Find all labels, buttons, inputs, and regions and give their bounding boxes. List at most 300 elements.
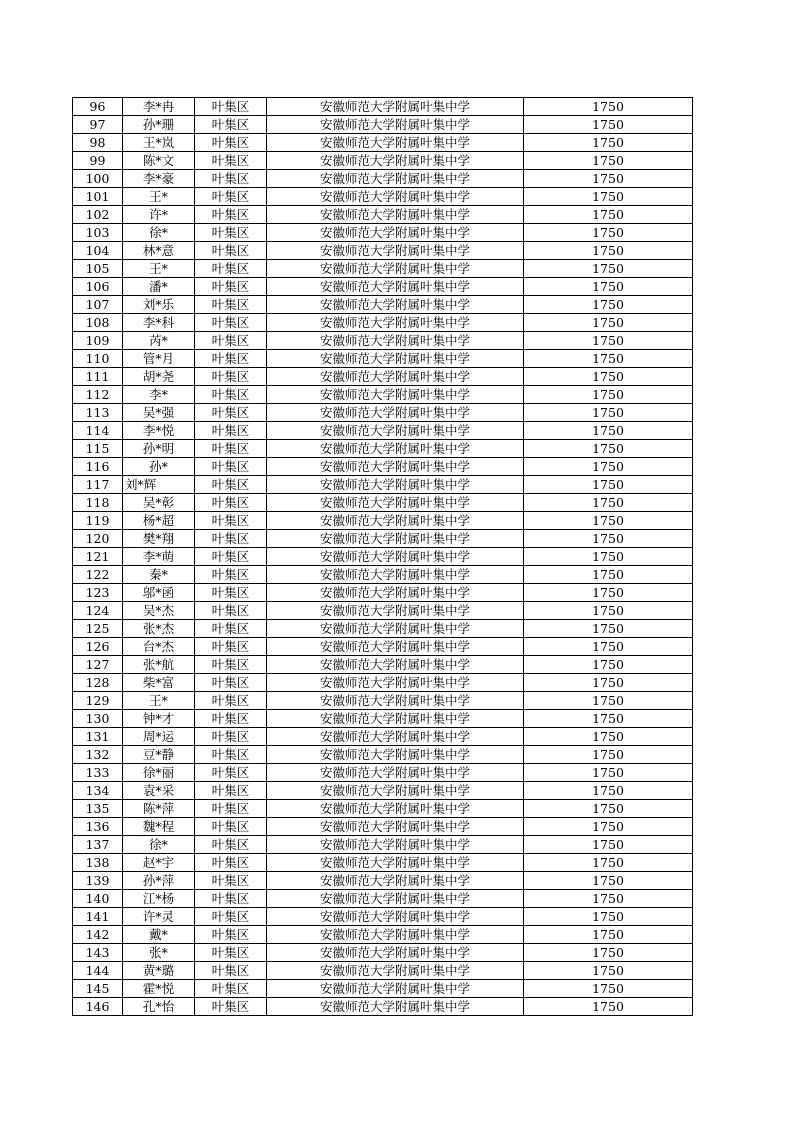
school-cell: 安徽师范大学附属叶集中学 <box>267 530 524 548</box>
table-row <box>73 548 693 566</box>
score-cell: 1750 <box>524 404 693 422</box>
table-row <box>73 584 693 602</box>
score-cell: 1750 <box>524 170 693 188</box>
student-name-cell: 王* <box>123 692 195 710</box>
school-cell: 安徽师范大学附属叶集中学 <box>267 602 524 620</box>
student-name-cell: 徐* <box>123 836 195 854</box>
row-number-cell: 130 <box>73 710 123 728</box>
student-name-cell: 张*杰 <box>123 620 195 638</box>
district-cell: 叶集区 <box>195 350 267 368</box>
table-row <box>73 224 693 242</box>
score-cell: 1750 <box>524 872 693 890</box>
row-number-cell: 108 <box>73 314 123 332</box>
student-name-cell: 戴* <box>123 926 195 944</box>
table-row <box>73 818 693 836</box>
student-name-cell: 邬*函 <box>123 584 195 602</box>
district-cell: 叶集区 <box>195 458 267 476</box>
row-number-cell: 128 <box>73 674 123 692</box>
school-cell: 安徽师范大学附属叶集中学 <box>267 998 524 1016</box>
row-number-cell: 106 <box>73 278 123 296</box>
score-cell: 1750 <box>524 548 693 566</box>
district-cell: 叶集区 <box>195 404 267 422</box>
table-row <box>73 998 693 1016</box>
row-number-cell: 146 <box>73 998 123 1016</box>
school-cell: 安徽师范大学附属叶集中学 <box>267 962 524 980</box>
row-number-cell: 107 <box>73 296 123 314</box>
district-cell: 叶集区 <box>195 422 267 440</box>
row-number-cell: 104 <box>73 242 123 260</box>
student-name-cell: 许*灵 <box>123 908 195 926</box>
student-name-cell: 张* <box>123 944 195 962</box>
school-cell: 安徽师范大学附属叶集中学 <box>267 350 524 368</box>
student-name-cell: 周*运 <box>123 728 195 746</box>
score-cell: 1750 <box>524 854 693 872</box>
score-cell: 1750 <box>524 314 693 332</box>
district-cell: 叶集区 <box>195 638 267 656</box>
school-cell: 安徽师范大学附属叶集中学 <box>267 278 524 296</box>
row-number-cell: 118 <box>73 494 123 512</box>
school-cell: 安徽师范大学附属叶集中学 <box>267 548 524 566</box>
score-cell: 1750 <box>524 818 693 836</box>
student-name-cell: 柴*富 <box>123 674 195 692</box>
school-cell: 安徽师范大学附属叶集中学 <box>267 116 524 134</box>
row-number-cell: 97 <box>73 116 123 134</box>
row-number-cell: 105 <box>73 260 123 278</box>
score-cell: 1750 <box>524 890 693 908</box>
score-cell: 1750 <box>524 242 693 260</box>
district-cell: 叶集区 <box>195 440 267 458</box>
district-cell: 叶集区 <box>195 170 267 188</box>
student-name-cell: 王* <box>123 260 195 278</box>
score-cell: 1750 <box>524 494 693 512</box>
table-row <box>73 170 693 188</box>
student-name-cell: 樊*翔 <box>123 530 195 548</box>
school-cell: 安徽师范大学附属叶集中学 <box>267 512 524 530</box>
student-name-cell: 李*冉 <box>123 98 195 116</box>
table-row <box>73 980 693 998</box>
school-cell: 安徽师范大学附属叶集中学 <box>267 674 524 692</box>
district-cell: 叶集区 <box>195 962 267 980</box>
score-cell: 1750 <box>524 926 693 944</box>
score-cell: 1750 <box>524 260 693 278</box>
row-number-cell: 123 <box>73 584 123 602</box>
score-cell: 1750 <box>524 944 693 962</box>
student-name-cell: 王* <box>123 188 195 206</box>
row-number-cell: 132 <box>73 746 123 764</box>
score-cell: 1750 <box>524 188 693 206</box>
school-cell: 安徽师范大学附属叶集中学 <box>267 260 524 278</box>
table-row <box>73 800 693 818</box>
student-name-cell: 芮* <box>123 332 195 350</box>
table-row <box>73 872 693 890</box>
student-score-table <box>72 97 693 1016</box>
row-number-cell: 129 <box>73 692 123 710</box>
row-number-cell: 127 <box>73 656 123 674</box>
school-cell: 安徽师范大学附属叶集中学 <box>267 476 524 494</box>
row-number-cell: 117 <box>73 476 123 494</box>
district-cell: 叶集区 <box>195 872 267 890</box>
district-cell: 叶集区 <box>195 332 267 350</box>
row-number-cell: 120 <box>73 530 123 548</box>
school-cell: 安徽师范大学附属叶集中学 <box>267 656 524 674</box>
row-number-cell: 139 <box>73 872 123 890</box>
score-cell: 1750 <box>524 224 693 242</box>
table-row <box>73 458 693 476</box>
table-row <box>73 314 693 332</box>
school-cell: 安徽师范大学附属叶集中学 <box>267 782 524 800</box>
table-row <box>73 944 693 962</box>
row-number-cell: 101 <box>73 188 123 206</box>
student-name-cell: 陈*文 <box>123 152 195 170</box>
score-cell: 1750 <box>524 368 693 386</box>
school-cell: 安徽师范大学附属叶集中学 <box>267 206 524 224</box>
school-cell: 安徽师范大学附属叶集中学 <box>267 746 524 764</box>
row-number-cell: 131 <box>73 728 123 746</box>
school-cell: 安徽师范大学附属叶集中学 <box>267 170 524 188</box>
district-cell: 叶集区 <box>195 116 267 134</box>
district-cell: 叶集区 <box>195 188 267 206</box>
table-row <box>73 836 693 854</box>
row-number-cell: 113 <box>73 404 123 422</box>
table-row <box>73 296 693 314</box>
school-cell: 安徽师范大学附属叶集中学 <box>267 296 524 314</box>
row-number-cell: 136 <box>73 818 123 836</box>
student-name-cell: 孙* <box>123 458 195 476</box>
score-cell: 1750 <box>524 638 693 656</box>
student-name-cell: 魏*程 <box>123 818 195 836</box>
score-cell: 1750 <box>524 116 693 134</box>
score-cell: 1750 <box>524 908 693 926</box>
table-row <box>73 332 693 350</box>
table-row <box>73 512 693 530</box>
student-name-cell: 吴*彰 <box>123 494 195 512</box>
table-row <box>73 782 693 800</box>
student-name-cell: 孙*萍 <box>123 872 195 890</box>
table-row <box>73 638 693 656</box>
student-name-cell: 李*科 <box>123 314 195 332</box>
district-cell: 叶集区 <box>195 908 267 926</box>
student-name-cell: 霍*悦 <box>123 980 195 998</box>
student-name-cell: 李*萌 <box>123 548 195 566</box>
district-cell: 叶集区 <box>195 242 267 260</box>
district-cell: 叶集区 <box>195 314 267 332</box>
student-name-cell: 刘*乐 <box>123 296 195 314</box>
school-cell: 安徽师范大学附属叶集中学 <box>267 692 524 710</box>
district-cell: 叶集区 <box>195 674 267 692</box>
score-cell: 1750 <box>524 134 693 152</box>
score-cell: 1750 <box>524 386 693 404</box>
student-name-cell: 钟*才 <box>123 710 195 728</box>
row-number-cell: 98 <box>73 134 123 152</box>
row-number-cell: 141 <box>73 908 123 926</box>
district-cell: 叶集区 <box>195 656 267 674</box>
school-cell: 安徽师范大学附属叶集中学 <box>267 584 524 602</box>
table-row <box>73 620 693 638</box>
school-cell: 安徽师范大学附属叶集中学 <box>267 908 524 926</box>
table-row <box>73 494 693 512</box>
district-cell: 叶集区 <box>195 602 267 620</box>
student-name-cell: 陈*萍 <box>123 800 195 818</box>
school-cell: 安徽师范大学附属叶集中学 <box>267 620 524 638</box>
score-cell: 1750 <box>524 674 693 692</box>
school-cell: 安徽师范大学附属叶集中学 <box>267 854 524 872</box>
score-cell: 1750 <box>524 206 693 224</box>
table-row <box>73 242 693 260</box>
school-cell: 安徽师范大学附属叶集中学 <box>267 332 524 350</box>
student-name-cell: 张*航 <box>123 656 195 674</box>
school-cell: 安徽师范大学附属叶集中学 <box>267 872 524 890</box>
school-cell: 安徽师范大学附属叶集中学 <box>267 440 524 458</box>
school-cell: 安徽师范大学附属叶集中学 <box>267 836 524 854</box>
school-cell: 安徽师范大学附属叶集中学 <box>267 314 524 332</box>
school-cell: 安徽师范大学附属叶集中学 <box>267 224 524 242</box>
school-cell: 安徽师范大学附属叶集中学 <box>267 728 524 746</box>
district-cell: 叶集区 <box>195 386 267 404</box>
score-cell: 1750 <box>524 332 693 350</box>
score-cell: 1750 <box>524 836 693 854</box>
district-cell: 叶集区 <box>195 890 267 908</box>
district-cell: 叶集区 <box>195 800 267 818</box>
student-name-cell: 刘*辉 <box>123 476 195 494</box>
district-cell: 叶集区 <box>195 530 267 548</box>
school-cell: 安徽师范大学附属叶集中学 <box>267 368 524 386</box>
student-name-cell: 赵*宇 <box>123 854 195 872</box>
school-cell: 安徽师范大学附属叶集中学 <box>267 980 524 998</box>
student-name-cell: 黄*璐 <box>123 962 195 980</box>
district-cell: 叶集区 <box>195 260 267 278</box>
school-cell: 安徽师范大学附属叶集中学 <box>267 494 524 512</box>
student-name-cell: 台*杰 <box>123 638 195 656</box>
table-row <box>73 98 693 116</box>
score-cell: 1750 <box>524 98 693 116</box>
table-row <box>73 710 693 728</box>
score-cell: 1750 <box>524 692 693 710</box>
score-cell: 1750 <box>524 566 693 584</box>
district-cell: 叶集区 <box>195 818 267 836</box>
score-cell: 1750 <box>524 602 693 620</box>
row-number-cell: 109 <box>73 332 123 350</box>
district-cell: 叶集区 <box>195 692 267 710</box>
district-cell: 叶集区 <box>195 998 267 1016</box>
row-number-cell: 100 <box>73 170 123 188</box>
score-cell: 1750 <box>524 962 693 980</box>
district-cell: 叶集区 <box>195 512 267 530</box>
table-row <box>73 728 693 746</box>
table-row <box>73 674 693 692</box>
row-number-cell: 145 <box>73 980 123 998</box>
table-row <box>73 854 693 872</box>
row-number-cell: 125 <box>73 620 123 638</box>
student-name-cell: 胡*尧 <box>123 368 195 386</box>
school-cell: 安徽师范大学附属叶集中学 <box>267 134 524 152</box>
table-row <box>73 692 693 710</box>
school-cell: 安徽师范大学附属叶集中学 <box>267 242 524 260</box>
table-row <box>73 530 693 548</box>
score-cell: 1750 <box>524 584 693 602</box>
student-name-cell: 管*月 <box>123 350 195 368</box>
district-cell: 叶集区 <box>195 926 267 944</box>
school-cell: 安徽师范大学附属叶集中学 <box>267 890 524 908</box>
row-number-cell: 122 <box>73 566 123 584</box>
row-number-cell: 142 <box>73 926 123 944</box>
score-cell: 1750 <box>524 422 693 440</box>
score-cell: 1750 <box>524 800 693 818</box>
district-cell: 叶集区 <box>195 206 267 224</box>
student-name-cell: 秦* <box>123 566 195 584</box>
student-name-cell: 杨*超 <box>123 512 195 530</box>
student-name-cell: 徐*丽 <box>123 764 195 782</box>
score-cell: 1750 <box>524 782 693 800</box>
student-name-cell: 林*意 <box>123 242 195 260</box>
student-name-cell: 袁*采 <box>123 782 195 800</box>
row-number-cell: 126 <box>73 638 123 656</box>
row-number-cell: 96 <box>73 98 123 116</box>
district-cell: 叶集区 <box>195 854 267 872</box>
row-number-cell: 116 <box>73 458 123 476</box>
row-number-cell: 133 <box>73 764 123 782</box>
row-number-cell: 121 <box>73 548 123 566</box>
table-row <box>73 116 693 134</box>
row-number-cell: 119 <box>73 512 123 530</box>
school-cell: 安徽师范大学附属叶集中学 <box>267 566 524 584</box>
district-cell: 叶集区 <box>195 782 267 800</box>
district-cell: 叶集区 <box>195 494 267 512</box>
row-number-cell: 124 <box>73 602 123 620</box>
school-cell: 安徽师范大学附属叶集中学 <box>267 404 524 422</box>
district-cell: 叶集区 <box>195 224 267 242</box>
school-cell: 安徽师范大学附属叶集中学 <box>267 926 524 944</box>
row-number-cell: 140 <box>73 890 123 908</box>
school-cell: 安徽师范大学附属叶集中学 <box>267 386 524 404</box>
district-cell: 叶集区 <box>195 836 267 854</box>
score-cell: 1750 <box>524 476 693 494</box>
district-cell: 叶集区 <box>195 980 267 998</box>
student-name-cell: 吴*强 <box>123 404 195 422</box>
score-cell: 1750 <box>524 440 693 458</box>
table-row <box>73 152 693 170</box>
student-name-cell: 许* <box>123 206 195 224</box>
table-row <box>73 134 693 152</box>
school-cell: 安徽师范大学附属叶集中学 <box>267 818 524 836</box>
school-cell: 安徽师范大学附属叶集中学 <box>267 710 524 728</box>
school-cell: 安徽师范大学附属叶集中学 <box>267 98 524 116</box>
table-row <box>73 926 693 944</box>
school-cell: 安徽师范大学附属叶集中学 <box>267 638 524 656</box>
row-number-cell: 112 <box>73 386 123 404</box>
student-name-cell: 王*岚 <box>123 134 195 152</box>
score-cell: 1750 <box>524 710 693 728</box>
table-row <box>73 404 693 422</box>
student-name-cell: 李* <box>123 386 195 404</box>
district-cell: 叶集区 <box>195 620 267 638</box>
school-cell: 安徽师范大学附属叶集中学 <box>267 458 524 476</box>
table-row <box>73 908 693 926</box>
score-cell: 1750 <box>524 746 693 764</box>
student-name-cell: 李*悦 <box>123 422 195 440</box>
student-name-cell: 吴*杰 <box>123 602 195 620</box>
row-number-cell: 111 <box>73 368 123 386</box>
district-cell: 叶集区 <box>195 548 267 566</box>
table-row <box>73 188 693 206</box>
score-cell: 1750 <box>524 620 693 638</box>
table-body <box>73 98 693 1016</box>
table-row <box>73 746 693 764</box>
score-cell: 1750 <box>524 458 693 476</box>
row-number-cell: 135 <box>73 800 123 818</box>
table-row <box>73 422 693 440</box>
table-row <box>73 278 693 296</box>
district-cell: 叶集区 <box>195 566 267 584</box>
table-row <box>73 350 693 368</box>
school-cell: 安徽师范大学附属叶集中学 <box>267 188 524 206</box>
student-name-cell: 孔*怡 <box>123 998 195 1016</box>
table-row <box>73 260 693 278</box>
student-name-cell: 孙*珊 <box>123 116 195 134</box>
district-cell: 叶集区 <box>195 746 267 764</box>
row-number-cell: 110 <box>73 350 123 368</box>
score-cell: 1750 <box>524 764 693 782</box>
district-cell: 叶集区 <box>195 584 267 602</box>
row-number-cell: 103 <box>73 224 123 242</box>
district-cell: 叶集区 <box>195 728 267 746</box>
table-row <box>73 440 693 458</box>
score-cell: 1750 <box>524 728 693 746</box>
table-row <box>73 764 693 782</box>
school-cell: 安徽师范大学附属叶集中学 <box>267 422 524 440</box>
table-row <box>73 890 693 908</box>
score-cell: 1750 <box>524 296 693 314</box>
score-cell: 1750 <box>524 512 693 530</box>
score-cell: 1750 <box>524 998 693 1016</box>
school-cell: 安徽师范大学附属叶集中学 <box>267 944 524 962</box>
table-row <box>73 368 693 386</box>
score-cell: 1750 <box>524 980 693 998</box>
student-name-cell: 孙*明 <box>123 440 195 458</box>
district-cell: 叶集区 <box>195 944 267 962</box>
row-number-cell: 137 <box>73 836 123 854</box>
student-name-cell: 豆*静 <box>123 746 195 764</box>
district-cell: 叶集区 <box>195 296 267 314</box>
district-cell: 叶集区 <box>195 368 267 386</box>
score-cell: 1750 <box>524 278 693 296</box>
score-cell: 1750 <box>524 656 693 674</box>
student-name-cell: 江*杨 <box>123 890 195 908</box>
district-cell: 叶集区 <box>195 98 267 116</box>
table-row <box>73 962 693 980</box>
row-number-cell: 138 <box>73 854 123 872</box>
row-number-cell: 114 <box>73 422 123 440</box>
row-number-cell: 115 <box>73 440 123 458</box>
district-cell: 叶集区 <box>195 278 267 296</box>
score-cell: 1750 <box>524 530 693 548</box>
district-cell: 叶集区 <box>195 710 267 728</box>
table-row <box>73 602 693 620</box>
district-cell: 叶集区 <box>195 764 267 782</box>
school-cell: 安徽师范大学附属叶集中学 <box>267 764 524 782</box>
student-name-cell: 李*豪 <box>123 170 195 188</box>
district-cell: 叶集区 <box>195 476 267 494</box>
row-number-cell: 102 <box>73 206 123 224</box>
table-row <box>73 386 693 404</box>
score-cell: 1750 <box>524 152 693 170</box>
table-row <box>73 476 693 494</box>
table-row <box>73 206 693 224</box>
table-row <box>73 566 693 584</box>
row-number-cell: 99 <box>73 152 123 170</box>
student-name-cell: 徐* <box>123 224 195 242</box>
row-number-cell: 144 <box>73 962 123 980</box>
district-cell: 叶集区 <box>195 134 267 152</box>
